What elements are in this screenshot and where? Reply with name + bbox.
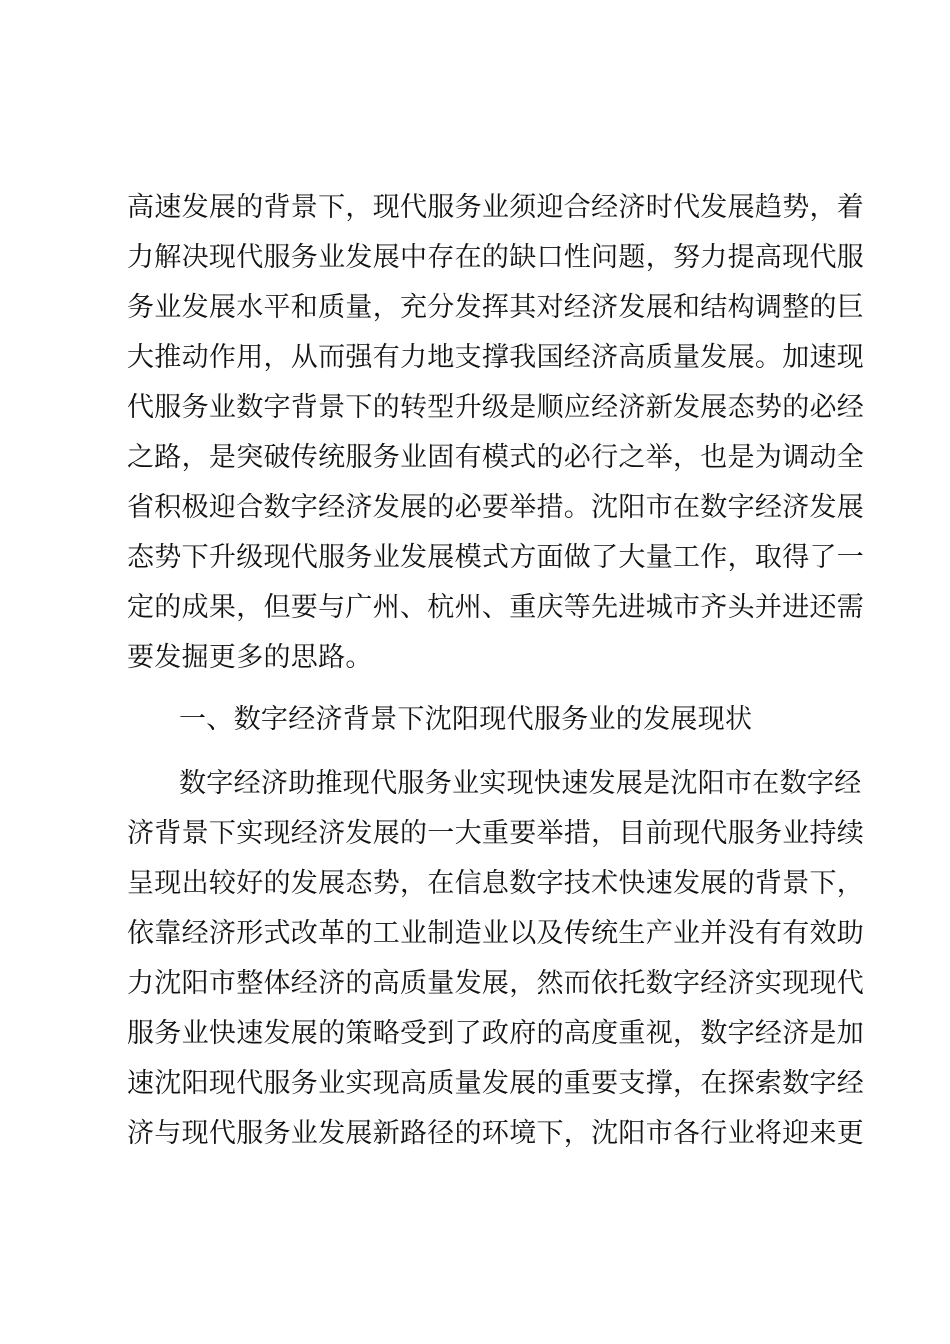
paragraph-2 [127,759,865,1159]
paragraph-line: 要发掘更多的思路。 [127,642,373,673]
paragraph-line: 力沈阳市整体经济的高质量发展，然而依托数字经济实现现代 [127,968,865,999]
paragraph-line: 定的成果，但要与广州、杭州、重庆等先进城市齐头并进还需 [127,592,865,623]
paragraph-line: 服务业快速发展的策略受到了政府的高度重视，数字经济是加 [127,1018,865,1049]
paragraph-line: 依靠经济形式改革的工业制造业以及传统生产业并没有有效助 [127,918,865,949]
paragraph-line: 数字经济助推现代服务业实现快速发展是沈阳市在数字经 [179,768,862,799]
paragraph-line: 速沈阳现代服务业实现高质量发展的重要支撑，在探索数字经 [127,1068,865,1099]
paragraph-line: 务业发展水平和质量，充分发挥其对经济发展和结构调整的巨 [127,292,865,323]
paragraph-line: 高速发展的背景下，现代服务业须迎合经济时代发展趋势，着 [127,192,865,223]
paragraph-line: 力解决现代服务业发展中存在的缺口性问题，努力提高现代服 [127,242,865,273]
paragraph-line: 态势下升级现代服务业发展模式方面做了大量工作，取得了一 [127,542,865,573]
section-heading-block [127,695,833,745]
paragraph-line: 呈现出较好的发展态势，在信息数字技术快速发展的背景下， [127,868,865,899]
paragraph-line: 济背景下实现经济发展的一大重要举措，目前现代服务业持续 [127,818,865,849]
paragraph-line: 济与现代服务业发展新路径的环境下，沈阳市各行业将迎来更 [127,1118,865,1149]
paragraph-line: 省积极迎合数字经济发展的必要举措。沈阳市在数字经济发展 [127,492,865,523]
section-heading: 一、数字经济背景下沈阳现代服务业的发展现状 [179,704,753,735]
paragraph-line: 大推动作用，从而强有力地支撑我国经济高质量发展。加速现 [127,342,865,373]
paragraph-line: 代服务业数字背景下的转型升级是顺应经济新发展态势的必经 [127,392,865,423]
paragraph-line: 之路，是突破传统服务业固有模式的必行之举，也是为调动全 [127,442,865,473]
paragraph-1 [127,183,865,683]
